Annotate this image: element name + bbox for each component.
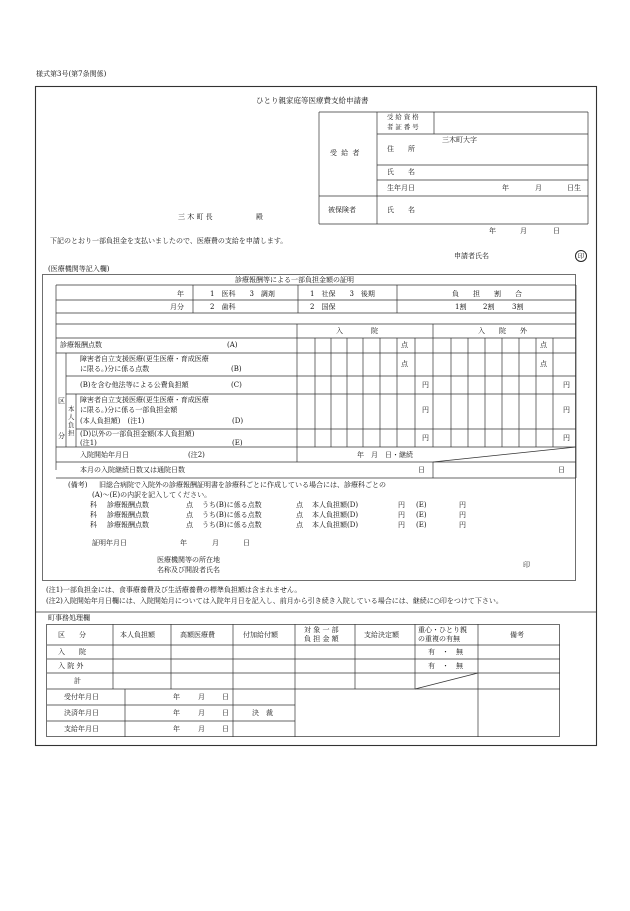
institution-seal: 印 [523, 561, 530, 569]
detail-d: 本人負担額(D) [312, 501, 359, 509]
row-points-label: 診療報酬点数 [60, 341, 102, 349]
cert-date-day: 日 [243, 539, 250, 547]
cert-year-label: 年 [177, 290, 184, 298]
cert-date-month: 月 [212, 539, 219, 547]
unit-b-out: 点 [540, 360, 547, 368]
self-label-1: 本 [68, 405, 75, 413]
office-header-dup-1: 重心・ひとり親 [418, 626, 467, 634]
unit-d-out: 円 [563, 406, 570, 414]
detail-yen2: 円 [459, 511, 466, 519]
remarks-line-2: (A)～(E)の内訳を記入してください。 [92, 491, 212, 499]
detail-pt2: 点 [296, 501, 303, 509]
detail-b: うち(B)に係る点数 [202, 501, 262, 509]
unit-e-in: 円 [422, 434, 429, 442]
inpatient-header: 入 院 [336, 327, 378, 335]
settled-day: 日 [222, 709, 229, 717]
detail-b: うち(B)に係る点数 [202, 521, 262, 529]
addressee: 三 木 町 長 [178, 213, 213, 221]
remarks-line-1: 旧総合病院で入院外の診療報酬証明書を診療科ごとに作成している場合には、診療科ごとの [99, 481, 386, 489]
type-option-2[interactable]: 2 歯科 [210, 303, 236, 311]
detail-yen2: 円 [459, 501, 466, 509]
received-date-label: 受付年月日 [64, 693, 99, 701]
ku-label: 区 [58, 397, 65, 405]
row-d-label-2: に限る。)分に係る一部負担金額 [80, 406, 178, 414]
office-section-label: 町事務処理欄 [48, 614, 90, 622]
burden-rate-2[interactable]: 2割 [483, 303, 495, 311]
note-1: (注1)一部負担金には、食事療養費及び生活療養費の標準負担額は含まれません。 [46, 586, 302, 594]
days-in-unit: 日 [418, 466, 425, 474]
row-b-label-1: 障害者自立支援医療(更生医療・育成医療 [80, 355, 209, 363]
detail-b: うち(B)に係る点数 [202, 511, 262, 519]
days-label: 本月の入院継続日数又は通院日数 [80, 466, 185, 474]
unit-d-in: 円 [422, 406, 429, 414]
burden-rate-3[interactable]: 3割 [512, 303, 524, 311]
detail-yen2: 円 [459, 521, 466, 529]
row-e-label-2: (注1) [80, 439, 97, 447]
admission-note2: (注2) [188, 451, 205, 459]
type-option-1[interactable]: 1 医科 3 調剤 [210, 290, 275, 298]
approval-label: 決 裁 [252, 709, 273, 717]
self-label-4: 担 [68, 429, 75, 437]
office-header-high: 高額医療費 [180, 631, 215, 639]
row-e-label-1: (D)以外の一部負担金額(本人負担額) [80, 430, 195, 438]
seal-mark: 印 [575, 250, 587, 262]
detail-d: 本人負担額(D) [312, 521, 359, 529]
detail-points: 診療報酬点数 [107, 521, 149, 529]
form-title: ひとり親家庭等医療費支給申請書 [256, 96, 369, 105]
cert-date-year: 年 [180, 539, 187, 547]
admission-date-value[interactable]: 年 月 日・継続 [357, 451, 413, 459]
paid-month: 月 [198, 725, 205, 733]
cert-no-label-1: 受 給 資 格 [387, 113, 419, 121]
applicant-label: 申請者氏名 [454, 252, 489, 260]
row-d-label-1: 障害者自立支援医療(更生医療・育成医療 [80, 396, 209, 404]
detail-ka: 科 [90, 521, 97, 529]
detail-pt2: 点 [296, 521, 303, 529]
unit-a-out: 点 [540, 341, 547, 349]
row-b-code: (B) [231, 365, 242, 373]
dup-choice-inpatient[interactable]: 有 ・ 無 [428, 648, 463, 656]
row-c-label: (B)を含む他法等による公費負担額 [80, 381, 189, 389]
request-text: 下記のとおり一部負担金を支払いましたので、医療費の支給を申請します。 [50, 237, 288, 245]
honorific: 殿 [256, 213, 263, 221]
detail-e: (E) [416, 521, 427, 529]
dup-choice-outpatient[interactable]: 有 ・ 無 [428, 662, 463, 670]
row-d-code: (D) [232, 417, 244, 425]
received-day: 日 [222, 693, 229, 701]
burden-label: 負 担 割 合 [452, 290, 522, 298]
unit-c-in: 円 [422, 381, 429, 389]
insured-name-label: 氏 名 [387, 206, 415, 214]
office-header-target-1: 対 象 一 部 [304, 626, 339, 634]
self-label-3: 負 [68, 421, 75, 429]
office-header-decided: 支給決定額 [364, 631, 399, 639]
institution-name-label: 名称及び開設者氏名 [157, 566, 220, 574]
settled-year: 年 [173, 709, 180, 717]
app-date-year: 年 [489, 227, 496, 235]
settled-month: 月 [198, 709, 205, 717]
detail-pt2: 点 [296, 511, 303, 519]
dob-label: 生年月日 [387, 184, 415, 192]
cert-title: 診療報酬等による一部負担金額の証明 [235, 276, 354, 284]
unit-a-in: 点 [401, 341, 408, 349]
detail-yen: 円 [398, 511, 405, 519]
cert-month-label: 月分 [170, 303, 184, 311]
detail-yen: 円 [398, 501, 405, 509]
dob-day: 日生 [567, 184, 581, 192]
detail-ka: 科 [90, 511, 97, 519]
insurance-option-1[interactable]: 1 社保 3 後期 [310, 290, 375, 298]
detail-d: 本人負担額(D) [312, 511, 359, 519]
row-b-label-2: に限る。)分に係る点数 [80, 365, 150, 373]
recipient-label: 受 給 者 [330, 149, 361, 157]
paid-date-label: 支給年月日 [64, 725, 99, 733]
detail-ka: 科 [90, 501, 97, 509]
outpatient-header: 入 院 外 [478, 327, 527, 335]
detail-points: 診療報酬点数 [107, 501, 149, 509]
received-year: 年 [173, 693, 180, 701]
insurance-option-2[interactable]: 2 国保 [310, 303, 336, 311]
detail-pt: 点 [186, 521, 193, 529]
days-out-unit: 日 [558, 466, 565, 474]
medical-section-label: (医療機関等記入欄) [48, 265, 110, 273]
self-label-2: 人 [68, 413, 75, 421]
insured-label: 被保険者 [328, 206, 356, 214]
unit-c-out: 円 [563, 381, 570, 389]
cert-date-label: 証明年月日 [92, 539, 127, 547]
dob-month: 月 [535, 184, 542, 192]
paid-year: 年 [173, 725, 180, 733]
office-header-self: 本人負担額 [120, 631, 155, 639]
bun-label: 分 [58, 432, 65, 440]
remarks-label: (備考) [68, 481, 88, 489]
office-header-extra: 付加給付額 [243, 631, 278, 639]
row-c-code: (C) [231, 381, 242, 389]
office-row-outpatient: 入 院 外 [58, 662, 84, 670]
admission-date-label: 入院開始年月日 [80, 451, 129, 459]
office-row-total: 計 [74, 677, 81, 685]
unit-e-out: 円 [563, 434, 570, 442]
detail-pt: 点 [186, 511, 193, 519]
app-date-day: 日 [553, 227, 560, 235]
detail-pt: 点 [186, 501, 193, 509]
paid-day: 日 [222, 725, 229, 733]
note-2: (注2)入院開始年月日欄には、入院開始月については入院年月日を記入し、前月から引き続き入院している場合には、継続に○印をつけて下さい。 [46, 597, 503, 605]
office-header-category: 区 分 [58, 631, 86, 639]
detail-e: (E) [416, 501, 427, 509]
form-number: 様式第3号(第7条関係) [36, 70, 107, 78]
recipient-name-label: 氏 名 [387, 168, 415, 176]
detail-yen: 円 [398, 521, 405, 529]
row-a-code: (A) [227, 341, 238, 349]
received-month: 月 [198, 693, 205, 701]
office-header-remarks: 備考 [510, 631, 524, 639]
row-d-label-3: (本人負担額) (注1) [80, 417, 145, 425]
institution-address-label: 医療機関等の所在地 [157, 556, 220, 564]
app-date-month: 月 [520, 227, 527, 235]
address-label: 住 所 [387, 145, 415, 153]
detail-points: 診療報酬点数 [107, 511, 149, 519]
settled-date-label: 決済年月日 [64, 709, 99, 717]
office-header-target-2: 負 担 金 額 [304, 635, 339, 643]
office-header-dup-2: の重複の有無 [418, 635, 460, 643]
address-value[interactable]: 三木町大字 [442, 136, 477, 144]
burden-rate-1[interactable]: 1割 [455, 303, 467, 311]
dob-year: 年 [502, 184, 509, 192]
unit-b-in: 点 [401, 360, 408, 368]
office-row-inpatient: 入 院 [58, 648, 86, 656]
cert-no-label-2: 者 証 番 号 [387, 123, 419, 131]
row-e-code: (E) [232, 439, 243, 447]
detail-e: (E) [416, 511, 427, 519]
